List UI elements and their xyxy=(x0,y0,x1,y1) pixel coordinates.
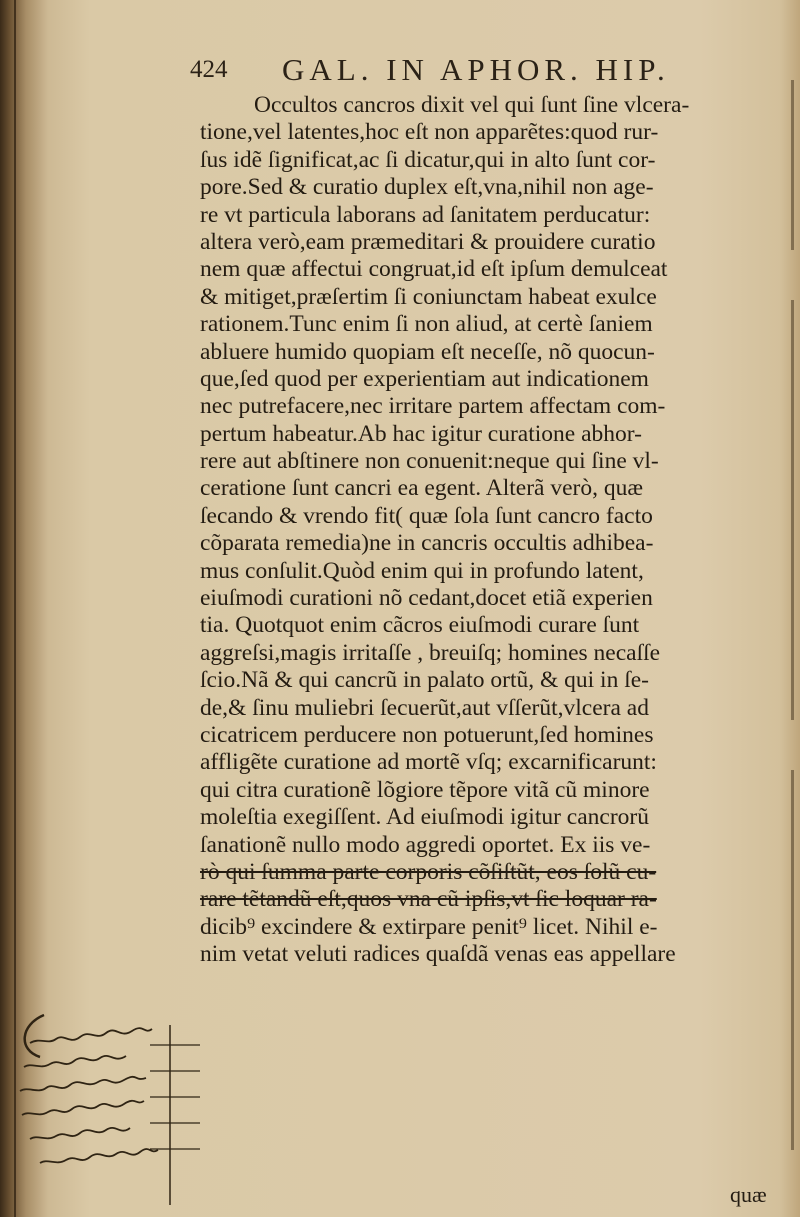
text-line: que,ſed quod per experientiam aut indicationem xyxy=(200,365,649,392)
page-header xyxy=(190,52,750,92)
text-line: de,& ſinu muliebri ſecuerũt,aut vſſerũt,vlcera ad xyxy=(200,694,649,721)
text-line: pertum habeatur.Ab hac igitur curatione abhor- xyxy=(200,420,642,447)
text-line: pore.Sed & curatio duplex eſt,vna,nihil non age- xyxy=(200,174,654,201)
text-line: moleſtia exegiſſent. Ad eiuſmodi igitur cancrorũ xyxy=(200,804,649,831)
catchword: quæ xyxy=(730,1182,767,1207)
text-line: & mitiget,præſertim ſi coniunctam habeat exulce xyxy=(200,283,657,310)
text-line: altera verò,eam præmeditari & prouidere curatio xyxy=(200,228,656,255)
text-line: ſecando & vrendo fit( quæ ſola ſunt cancro facto xyxy=(200,502,653,529)
text-line: abluere humido quopiam eſt neceſſe, nõ quocun- xyxy=(200,338,655,365)
text-line: cõparata remedia)ne in cancris occultis adhibea- xyxy=(200,530,654,557)
text-line: re vt particula laborans ad ſanitatem perducatur: xyxy=(200,201,651,228)
edge-mark xyxy=(791,770,794,1150)
text-line: affligẽte curatione ad mortẽ vſq; excarnificarunt: xyxy=(200,749,657,776)
text-line: ceratione ſunt cancri ea egent. Alterã verò, quæ xyxy=(200,475,644,502)
page-number: 424 xyxy=(190,56,228,83)
text-line: qui citra curationẽ lõgiore tẽpore vitã cũ minore xyxy=(200,776,650,803)
text-line: rationem.Tunc enim ſi non aliud, at certè ſaniem xyxy=(200,311,653,338)
text-line: tione,vel latentes,hoc eſt non apparẽtes:quod rur- xyxy=(200,119,659,146)
edge-mark xyxy=(791,300,794,720)
text-line: mus conſulit.Quòd enim qui in profundo latent, xyxy=(200,557,644,584)
text-line: ſus idẽ ſignificat,ac ſi dicatur,qui in alto ſunt cor- xyxy=(200,146,656,173)
text-line: rere aut abſtinere non conuenit:neque qui ſine vl- xyxy=(200,448,659,475)
text-line: eiuſmodi curationi nõ cedant,docet etiã experien xyxy=(200,585,653,612)
text-line: dicib⁹ excindere & extirpare penit⁹ licet. Nihil e- xyxy=(200,913,658,940)
text-line: Occultos cancros dixit vel qui ſunt ſine vlcera- xyxy=(254,92,690,118)
text-line: tia. Quotquot enim cãcros eiuſmodi curare ſunt xyxy=(200,612,640,639)
text-line: nec putrefacere,nec irritare partem affectam com- xyxy=(200,393,666,420)
text-line: nim vetat veluti radices quaſdã venas eas appellare xyxy=(200,941,676,968)
struck-text-line: rare tẽtandũ eſt,quos vna cũ ipſis,vt ſic loquar ra- xyxy=(200,886,657,913)
handwritten-marginalia xyxy=(0,1005,200,1205)
text-line: cicatricem perducere non potuerunt,ſed homines xyxy=(200,721,654,748)
body-text xyxy=(200,92,790,969)
edge-mark xyxy=(791,80,794,250)
text-line: aggreſsi,magis irritaſſe , breuiſq; homines necaſſe xyxy=(200,639,661,666)
struck-text-line: rò qui ſumma parte corporis cõſiſtũt, eos ſolũ cu- xyxy=(200,858,657,885)
text-line: ſanationẽ nullo modo aggredi oportet. Ex iis ve- xyxy=(200,831,651,858)
running-head: GAL. IN APHOR. HIP. xyxy=(282,52,670,87)
text-line: ſcio.Nã & qui cancrũ in palato ortũ, & qui in ſe- xyxy=(200,667,649,694)
text-line: nem quæ affectui congruat,id eſt ipſum demulceat xyxy=(200,256,668,283)
